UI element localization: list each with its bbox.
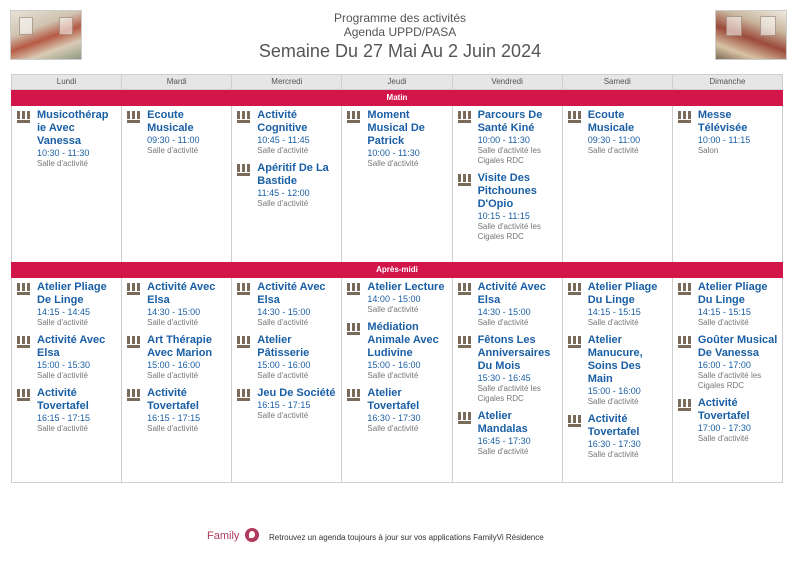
activity-icon (458, 283, 472, 295)
activity-icon (568, 415, 582, 427)
activity-icon (127, 336, 141, 348)
header-line-1: Programme des activités (333, 11, 467, 25)
activity-icon (17, 111, 31, 123)
activity-room: Salle d'activité (697, 434, 749, 443)
activity-room: Salle d'activité (147, 371, 199, 380)
activity-icon (237, 283, 251, 295)
footer-text: Retrouvez un agenda toujours à jour sur vos applications FamilyVi Résidence (269, 533, 544, 542)
footer (0, 527, 800, 547)
activity-entry[interactable] (345, 281, 448, 315)
activity-room: Salle d'activité (587, 397, 639, 406)
activity-room: Salle d'activité (587, 318, 639, 327)
week-title: Semaine Du 27 Mai Au 2 Juin 2024 (258, 41, 542, 61)
activity-time: 14:30 - 15:00 (257, 307, 311, 317)
activity-room: Salle d'activité (147, 146, 199, 155)
activity-icon (127, 389, 141, 401)
activity-title: Activité Tovertafel (37, 387, 89, 412)
activity-entry[interactable] (456, 109, 559, 166)
activity-icon (568, 336, 582, 348)
day-column (122, 106, 232, 262)
activity-time: 14:00 - 15:00 (367, 294, 421, 304)
day-header: Lundi (12, 75, 122, 89)
day-column (232, 106, 342, 262)
activity-title: Atelier Pliage Du Linge (587, 281, 658, 306)
brand-logo-text: Family (207, 530, 240, 542)
activity-icon (127, 283, 141, 295)
activity-time: 15:00 - 15:30 (37, 360, 91, 370)
day-header: Mercredi (232, 75, 342, 89)
activity-room: Salle d'activité les Cigales RDC (697, 371, 762, 390)
activity-time: 16:45 - 17:30 (477, 436, 531, 446)
activity-title: Art Thérapie Avec Marion (147, 334, 213, 359)
activity-time: 16:30 - 17:30 (587, 439, 641, 449)
activity-entry[interactable] (235, 281, 338, 328)
activity-time: 16:00 - 17:00 (697, 360, 751, 370)
activity-icon (678, 336, 692, 348)
activity-title: Activité Avec Elsa (257, 281, 326, 306)
activity-icon (347, 283, 361, 295)
activity-entry[interactable] (15, 109, 118, 169)
activity-icon (458, 174, 472, 186)
activity-room: Salle d'activité les Cigales RDC (477, 146, 541, 165)
familyvi-heart-icon (245, 528, 259, 542)
activity-title: Moment Musical De Patrick (367, 109, 425, 147)
activity-title: Visite Des Pitchounes D'Opio (477, 172, 537, 210)
day-column (673, 106, 782, 262)
activity-title: Musicothérap ie Avec Vanessa (37, 109, 109, 147)
activity-time: 16:15 - 17:15 (257, 400, 311, 410)
activity-room: Salle d'activité (37, 371, 88, 380)
activity-time: 10:00 - 11:30 (367, 148, 420, 158)
activity-time: 16:30 - 17:30 (367, 413, 421, 423)
activity-icon (127, 111, 141, 123)
day-column (673, 278, 782, 482)
activity-room: Salle d'activité (257, 146, 309, 155)
activity-icon (678, 283, 692, 295)
activity-icon (237, 336, 251, 348)
afternoon-row (11, 278, 783, 483)
activity-entry[interactable] (235, 387, 338, 421)
activity-title: Atelier Tovertafel (367, 387, 420, 412)
activity-time: 17:00 - 17:30 (697, 423, 751, 433)
activity-time: 14:15 - 15:15 (697, 307, 751, 317)
day-header: Vendredi (453, 75, 563, 89)
activity-time: 14:15 - 15:15 (587, 307, 641, 317)
activity-icon (17, 283, 31, 295)
activity-title: Activité Avec Elsa (147, 281, 216, 306)
day-header: Mardi (122, 75, 232, 89)
activity-title: Fêtons Les Anniversaires Du Mois (477, 334, 551, 372)
activity-entry[interactable] (235, 109, 338, 156)
activity-time: 16:15 - 17:15 (37, 413, 91, 423)
activity-icon (568, 283, 582, 295)
activity-entry[interactable] (566, 109, 669, 156)
activity-time: 10:30 - 11:30 (37, 148, 90, 158)
activity-entry[interactable] (456, 334, 559, 404)
header-line-2: Agenda UPPD/PASA (343, 25, 457, 39)
activity-title: Parcours De Santé Kiné (477, 109, 543, 134)
activity-entry[interactable] (15, 387, 118, 434)
activity-icon (347, 111, 361, 123)
morning-row (11, 106, 783, 262)
activity-icon (237, 389, 251, 401)
activity-room: Salle d'activité (37, 159, 88, 168)
activity-entry[interactable] (15, 334, 118, 381)
activity-title: Apéritif De La Bastide (257, 162, 329, 187)
activity-entry[interactable] (566, 281, 669, 328)
activity-entry[interactable] (345, 109, 448, 169)
activity-icon (17, 336, 31, 348)
activity-room: Salle d'activité (257, 199, 309, 208)
weekly-calendar (11, 74, 783, 483)
activity-title: Activité Tovertafel (147, 387, 199, 412)
activity-time: 15:30 - 16:45 (477, 373, 531, 383)
activity-title: Atelier Manucure, Soins Des Main (587, 334, 643, 385)
activity-room: Salle d'activité les Cigales RDC (477, 384, 541, 403)
activity-title: Messe Télévisée (697, 109, 748, 134)
activity-title: Atelier Pâtisserie (257, 334, 310, 359)
activity-entry[interactable] (125, 334, 228, 381)
activity-entry[interactable] (566, 334, 669, 407)
day-header: Samedi (563, 75, 673, 89)
activity-title: Ecoute Musicale (587, 109, 635, 134)
activity-icon (237, 111, 251, 123)
activity-room: Salle d'activité (477, 447, 529, 456)
activity-room: Salle d'activité (697, 318, 749, 327)
day-column (12, 278, 122, 482)
activity-entry[interactable] (125, 281, 228, 328)
activity-entry[interactable] (125, 387, 228, 434)
activity-title: Atelier Mandalas (477, 410, 528, 435)
activity-title: Atelier Lecture (367, 281, 445, 293)
activity-time: 14:30 - 15:00 (477, 307, 531, 317)
activity-room: Salle d'activité (477, 318, 529, 327)
activity-title: Activité Cognitive (257, 109, 308, 134)
day-column (453, 278, 563, 482)
day-column (232, 278, 342, 482)
activity-icon (17, 389, 31, 401)
activity-entry[interactable] (345, 387, 448, 434)
activity-icon (347, 389, 361, 401)
activity-time: 10:00 - 11:30 (477, 135, 530, 145)
activity-room: Salon (697, 146, 719, 155)
activity-room: Salle d'activité (367, 159, 419, 168)
activity-icon (678, 111, 692, 123)
day-column (342, 278, 452, 482)
activity-room: Salle d'activité (37, 318, 88, 327)
activity-time: 14:30 - 15:00 (147, 307, 201, 317)
activity-title: Médiation Animale Avec Ludivine (367, 321, 439, 359)
activity-room: Salle d'activité (257, 318, 309, 327)
activity-title: Ecoute Musicale (147, 109, 194, 134)
activity-room: Salle d'activité les Cigales RDC (477, 222, 541, 241)
activity-time: 09:30 - 11:00 (587, 135, 641, 145)
activity-entry[interactable] (456, 281, 559, 328)
activity-time: 16:15 - 17:15 (147, 413, 201, 423)
activity-entry[interactable] (235, 162, 338, 209)
activity-icon (568, 111, 582, 123)
activity-entry[interactable] (676, 281, 779, 328)
activity-time: 10:45 - 11:45 (257, 135, 310, 145)
day-column (122, 278, 232, 482)
activity-entry[interactable] (566, 413, 669, 460)
activity-title: Activité Avec Elsa (477, 281, 546, 306)
day-column (563, 278, 673, 482)
activity-entry[interactable] (456, 172, 559, 242)
activity-time: 10:00 - 11:15 (697, 135, 751, 145)
activity-room: Salle d'activité (147, 424, 199, 433)
activity-title: Goûter Musical De Vanessa (697, 334, 778, 359)
day-column (563, 106, 673, 262)
activity-entry[interactable] (676, 334, 779, 391)
activity-title: Activité Avec Elsa (37, 334, 106, 359)
activity-entry[interactable] (456, 410, 559, 457)
activity-icon (458, 336, 472, 348)
day-column (453, 106, 563, 262)
activity-room: Salle d'activité (587, 146, 639, 155)
activity-room: Salle d'activité (257, 411, 309, 420)
activity-entry[interactable] (235, 334, 338, 381)
activity-time: 11:45 - 12:00 (257, 188, 310, 198)
activity-room: Salle d'activité (587, 450, 639, 459)
activity-room: Salle d'activité (367, 305, 419, 314)
days-header (11, 74, 783, 90)
activity-entry[interactable] (676, 397, 779, 444)
activity-time: 10:15 - 11:15 (477, 211, 530, 221)
activity-title: Activité Tovertafel (697, 397, 750, 422)
activity-room: Salle d'activité (37, 424, 88, 433)
activity-time: 14:15 - 14:45 (37, 307, 91, 317)
activity-icon (458, 111, 472, 123)
activity-icon (347, 323, 361, 335)
activity-icon (678, 399, 692, 411)
activity-title: Atelier Pliage Du Linge (697, 281, 768, 306)
activity-title: Jeu De Société (257, 387, 336, 399)
activity-time: 15:00 - 16:00 (257, 360, 311, 370)
day-column (342, 106, 452, 262)
activity-time: 15:00 - 16:00 (147, 360, 201, 370)
activity-room: Salle d'activité (257, 371, 309, 380)
day-column (12, 106, 122, 262)
activity-time: 15:00 - 16:00 (367, 360, 421, 370)
activity-title: Atelier Pliage De Linge (37, 281, 107, 306)
activity-icon (237, 164, 251, 176)
activity-room: Salle d'activité (147, 318, 199, 327)
activity-entry[interactable] (15, 281, 118, 328)
section-band-morning: Matin (11, 90, 783, 106)
activity-room: Salle d'activité (367, 371, 419, 380)
day-header: Jeudi (342, 75, 452, 89)
activity-entry[interactable] (345, 321, 448, 381)
activity-entry[interactable] (676, 109, 779, 156)
activity-icon (458, 412, 472, 424)
activity-room: Salle d'activité (367, 424, 419, 433)
activity-entry[interactable] (125, 109, 228, 156)
activity-time: 09:30 - 11:00 (147, 135, 200, 145)
activity-title: Activité Tovertafel (587, 413, 640, 438)
section-band-afternoon: Après-midi (11, 262, 783, 278)
activity-time: 15:00 - 16:00 (587, 386, 641, 396)
day-header: Dimanche (709, 77, 746, 86)
